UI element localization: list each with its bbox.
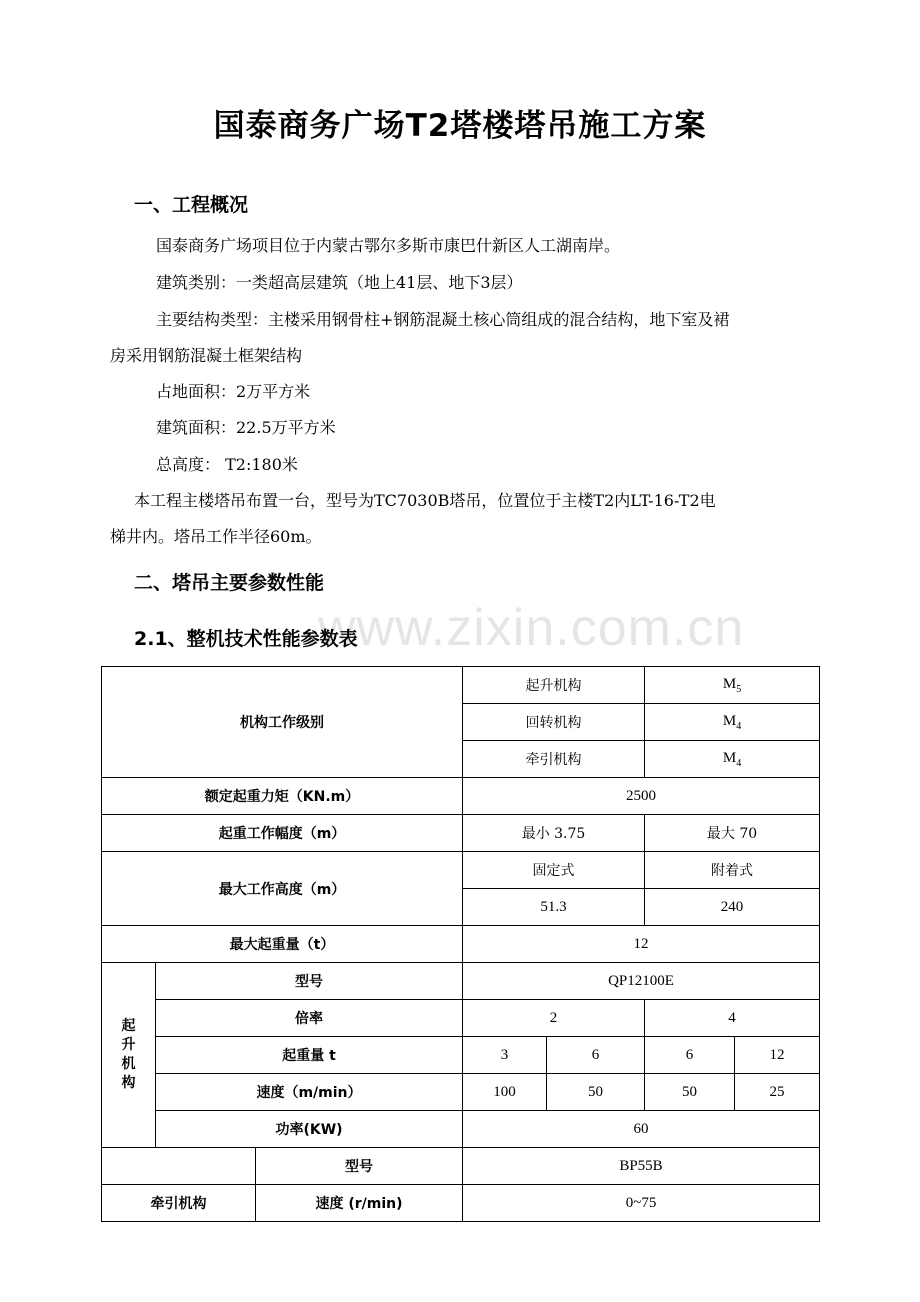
height-fixed-value: 51.3 <box>463 889 645 926</box>
section-heading-performance-table: 2.1、整机技术性能参数表 <box>134 628 358 650</box>
load-value: 3 <box>463 1037 547 1074</box>
load-label: 起重量 t <box>156 1037 463 1074</box>
performance-parameter-table <box>101 666 820 1222</box>
paragraph-floor-area: 建筑面积：22.5万平方米 <box>156 418 336 437</box>
trolley-speed-value: 0~75 <box>463 1185 820 1222</box>
hoist-mech-label: 起升机构 <box>463 667 645 704</box>
table-row <box>102 815 820 852</box>
slew-mech-label: 回转机构 <box>463 704 645 741</box>
moment-label: 额定起重力矩（KN.m） <box>102 778 463 815</box>
height-attached-value: 240 <box>645 889 820 926</box>
height-attached-label: 附着式 <box>645 852 820 889</box>
table-row <box>102 1074 820 1111</box>
load-value: 6 <box>645 1037 735 1074</box>
hoist-group-label: 起 升 机 构 <box>102 963 156 1148</box>
table-row <box>102 926 820 963</box>
max-load-label: 最大起重量（t） <box>102 926 463 963</box>
radius-label: 起重工作幅度（m） <box>102 815 463 852</box>
paragraph-crane-line2: 梯井内。塔吊工作半径60m。 <box>110 527 322 546</box>
power-label: 功率(KW) <box>156 1111 463 1148</box>
empty-cell <box>102 1148 256 1185</box>
ratio-2-value: 2 <box>463 1000 645 1037</box>
document-title: 国泰商务广场T2塔楼塔吊施工方案 <box>213 108 707 144</box>
ratio-label: 倍率 <box>156 1000 463 1037</box>
trolley-speed-label: 速度 (r/min) <box>256 1185 463 1222</box>
hoist-grade: $M_5$ <box>645 667 820 704</box>
table-row <box>102 667 820 704</box>
slew-grade: $M_4$ <box>645 704 820 741</box>
trolley-group-label: 牵引机构 <box>102 1185 256 1222</box>
speed-value: 25 <box>735 1074 820 1111</box>
speed-value: 50 <box>547 1074 645 1111</box>
load-value: 6 <box>547 1037 645 1074</box>
table-row <box>102 1148 820 1185</box>
ratio-4-value: 4 <box>645 1000 820 1037</box>
paragraph-total-height: 总高度： T2:180米 <box>156 455 298 474</box>
section-heading-crane-params: 二、塔吊主要参数性能 <box>134 572 325 594</box>
trolley-model-label: 型号 <box>256 1148 463 1185</box>
load-value: 12 <box>735 1037 820 1074</box>
paragraph-land-area: 占地面积：2万平方米 <box>156 382 311 401</box>
section-heading-overview: 一、工程概况 <box>134 194 249 216</box>
moment-value: 2500 <box>463 778 820 815</box>
work-class-label: 机构工作级别 <box>102 667 463 778</box>
paragraph-crane-line1: 本工程主楼塔吊布置一台，型号为TC7030B塔吊，位置位于主楼T2内LT-16-T2电 <box>134 491 716 510</box>
trolley-grade: $M_4$ <box>645 741 820 778</box>
trolley-mech-label: 牵引机构 <box>463 741 645 778</box>
speed-value: 50 <box>645 1074 735 1111</box>
table-row <box>102 852 820 889</box>
paragraph-structure-line1: 主要结构类型：主楼采用钢骨柱+钢筋混凝土核心筒组成的混合结构，地下室及裙 <box>156 310 730 329</box>
power-value: 60 <box>463 1111 820 1148</box>
watermark: www.zixin.com.cn <box>318 599 745 657</box>
paragraph-structure-line2: 房采用钢筋混凝土框架结构 <box>110 346 303 365</box>
table-row <box>102 1185 820 1222</box>
model-label: 型号 <box>156 963 463 1000</box>
model-value: QP12100E <box>463 963 820 1000</box>
radius-min: 最小 3.75 <box>463 815 645 852</box>
radius-max: 最大 70 <box>645 815 820 852</box>
trolley-model-value: BP55B <box>463 1148 820 1185</box>
table-row <box>102 1000 820 1037</box>
max-load-value: 12 <box>463 926 820 963</box>
speed-label: 速度（m/min） <box>156 1074 463 1111</box>
paragraph-building-category: 建筑类别：一类超高层建筑（地上41层、地下3层） <box>156 273 523 292</box>
speed-value: 100 <box>463 1074 547 1111</box>
height-fixed-label: 固定式 <box>463 852 645 889</box>
table-row <box>102 963 820 1000</box>
table-row <box>102 1037 820 1074</box>
table-row <box>102 778 820 815</box>
table-row <box>102 1111 820 1148</box>
paragraph-location: 国泰商务广场项目位于内蒙古鄂尔多斯市康巴什新区人工湖南岸。 <box>156 236 621 255</box>
height-label: 最大工作高度（m） <box>102 852 463 926</box>
